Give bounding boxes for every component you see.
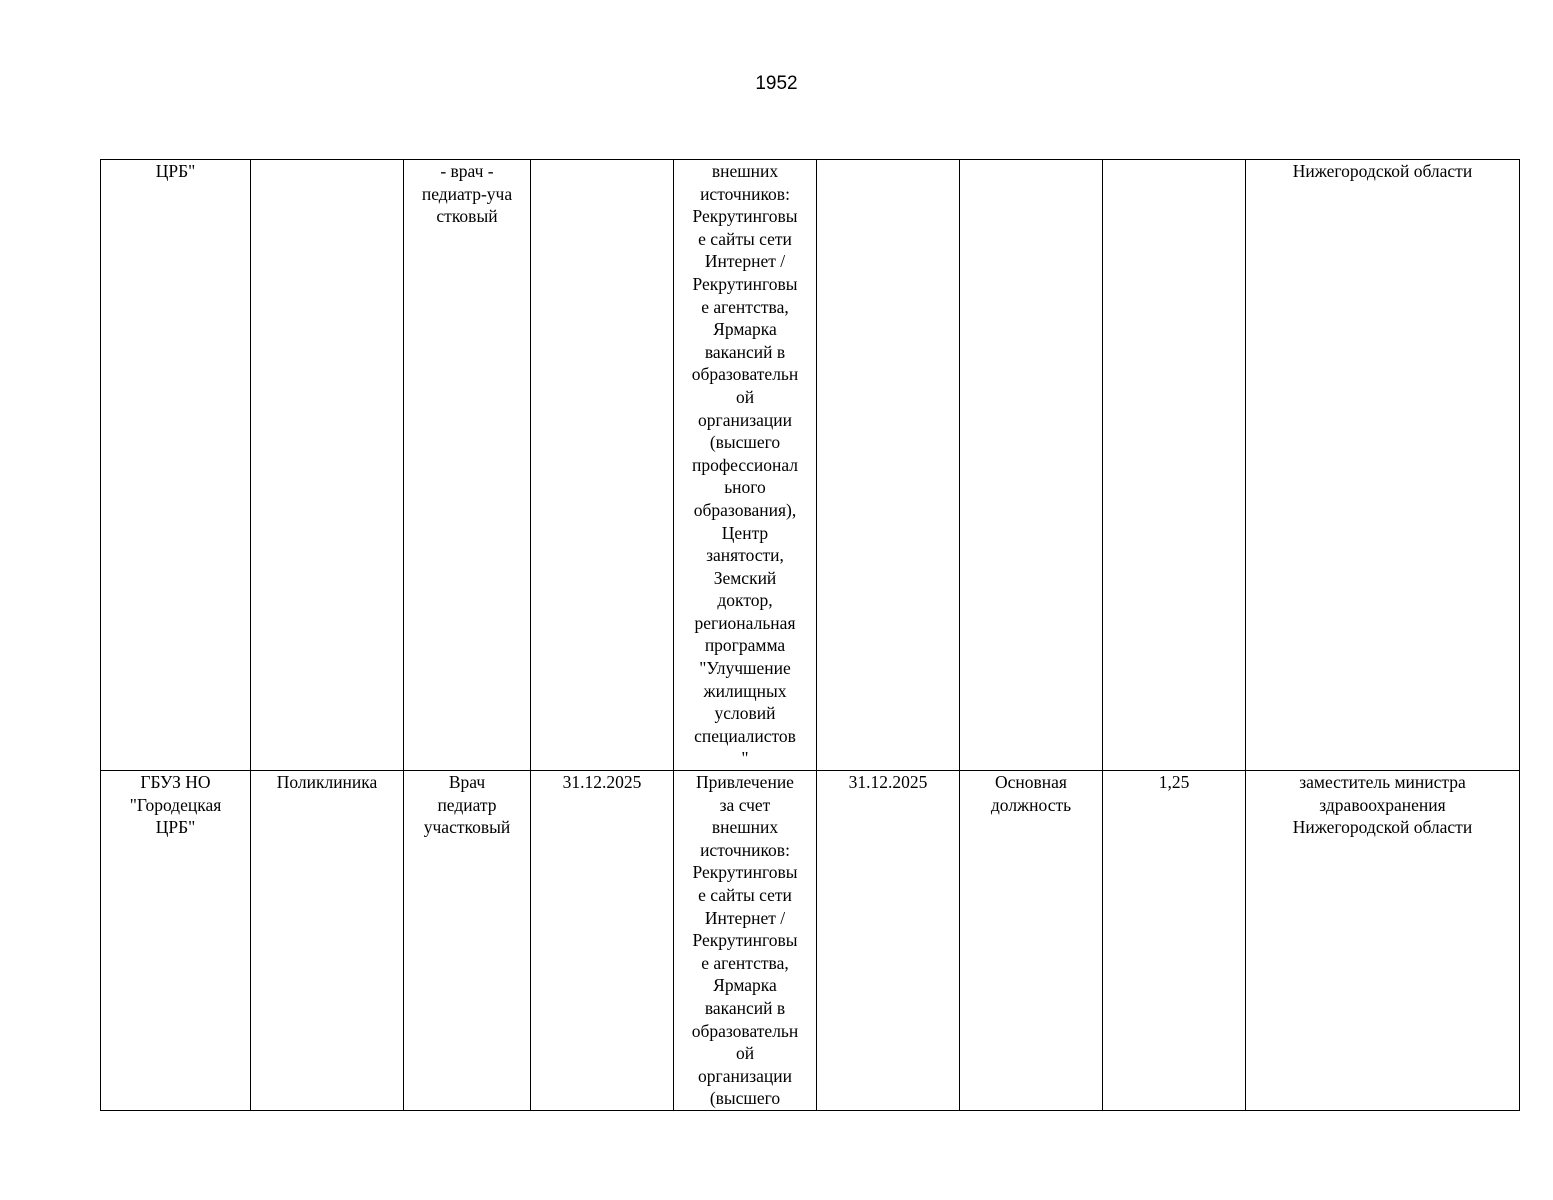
cell-text-line: образования), [693,499,797,520]
cell-text-line: заместитель министра [1299,772,1466,793]
cell-text-line: вакансий в [704,997,786,1018]
cell-rate [1103,160,1246,771]
cell-date-fill [817,160,960,771]
cell-text-line: Рекрутинговы [692,206,798,227]
cell-text-line: участковый [423,817,511,838]
cell-text-line: ой [735,1043,755,1064]
cell-text-line: внешних [711,161,779,181]
cell-text-line: (высшего [709,1088,781,1109]
cell-position-type [960,771,1103,1111]
cell-text-line: "Улучшение [699,658,791,679]
cell-text-line: организации [698,409,792,430]
cell-text-line: ЦРБ" [155,161,196,181]
cell-text-line: ьного [724,477,766,498]
cell-text-line: Рекрутинговы [692,273,798,294]
cell-text-line: Нижегородской области [1292,161,1473,181]
cell-text-line: е сайты сети [698,885,792,905]
cell-text-line: образовательн [691,364,799,385]
cell-text-line: вакансий в [704,341,786,362]
cell-text-line: 31.12.2025 [562,772,642,793]
cell-text-line: Центр [721,522,769,543]
cell-text-line: ой [735,386,755,407]
page-number: 1952 [755,73,798,94]
cell-text-line: специалистов [694,725,796,746]
cell-text-line: должность [990,794,1072,815]
cell-text-line: за счет [719,794,771,815]
cell-text-line: занятости, [706,545,784,566]
cell-text-line: " [741,748,749,769]
cell-position-type [960,160,1103,771]
cell-responsible [1246,771,1520,1111]
cell-text-line: внешних [711,817,779,838]
cell-position [404,771,531,1111]
cell-text-line: условий [714,703,776,724]
cell-text-line: здравоохранения [1319,794,1446,815]
cell-text-line: ГБУЗ НО [140,772,211,793]
cell-date-deadline [531,771,674,1111]
cell-text-line: е агентства, [701,296,789,317]
cell-text-line: ЦРБ" [155,817,196,838]
cell-text-line: Интернет / [704,251,786,272]
cell-text-line: стковый [436,206,498,227]
cell-org [101,771,251,1111]
cell-text-line: Поликлиника [276,772,378,793]
cell-text-line: Основная [995,772,1067,793]
cell-rate [1103,771,1246,1111]
table-row [101,771,1520,1111]
cell-text-line: программа [704,635,786,656]
cell-position [404,160,531,771]
cell-date-fill [817,771,960,1111]
cell-text-line: Ярмарка [713,319,777,340]
cell-text-line: Рекрутинговы [692,862,798,883]
cell-text-line: е сайты сети [698,228,792,249]
cell-text-line: педиатр [437,794,497,815]
cell-text-line: (высшего [709,432,781,453]
cell-text-line: "Городецкая [129,794,222,815]
cell-text-line: источников: [700,839,790,860]
cell-text-line: 31.12.2025 [848,772,928,793]
table-row [101,160,1520,771]
cell-text-line: Привлечение [696,772,794,793]
cell-text-line: - врач - [440,161,494,181]
cell-department [251,160,404,771]
cell-org [101,160,251,771]
cell-text-line: Нижегородской области [1292,817,1473,838]
cell-text-line: е агентства, [701,952,789,973]
staffing-table [100,159,1520,1111]
cell-text-line: Земский [713,567,777,588]
cell-text-line: Рекрутинговы [692,930,798,951]
cell-department [251,771,404,1111]
cell-text-line: Ярмарка [713,975,777,996]
cell-text-line: Интернет / [704,907,786,928]
cell-text-line: региональная [694,612,796,633]
cell-text-line: профессионал [691,454,799,475]
cell-method [674,771,817,1111]
cell-text-line: Врач [448,772,486,793]
cell-text-line: доктор, [717,590,773,611]
cell-text-line: педиатр-уча [421,183,513,204]
cell-method [674,160,817,771]
cell-text-line: организации [698,1065,792,1086]
cell-responsible [1246,160,1520,771]
cell-text-line: жилищных [703,680,787,701]
cell-text-line: источников: [700,183,790,204]
cell-text-line: 1,25 [1158,772,1190,793]
cell-text-line: образовательн [691,1020,799,1041]
cell-date-deadline [531,160,674,771]
